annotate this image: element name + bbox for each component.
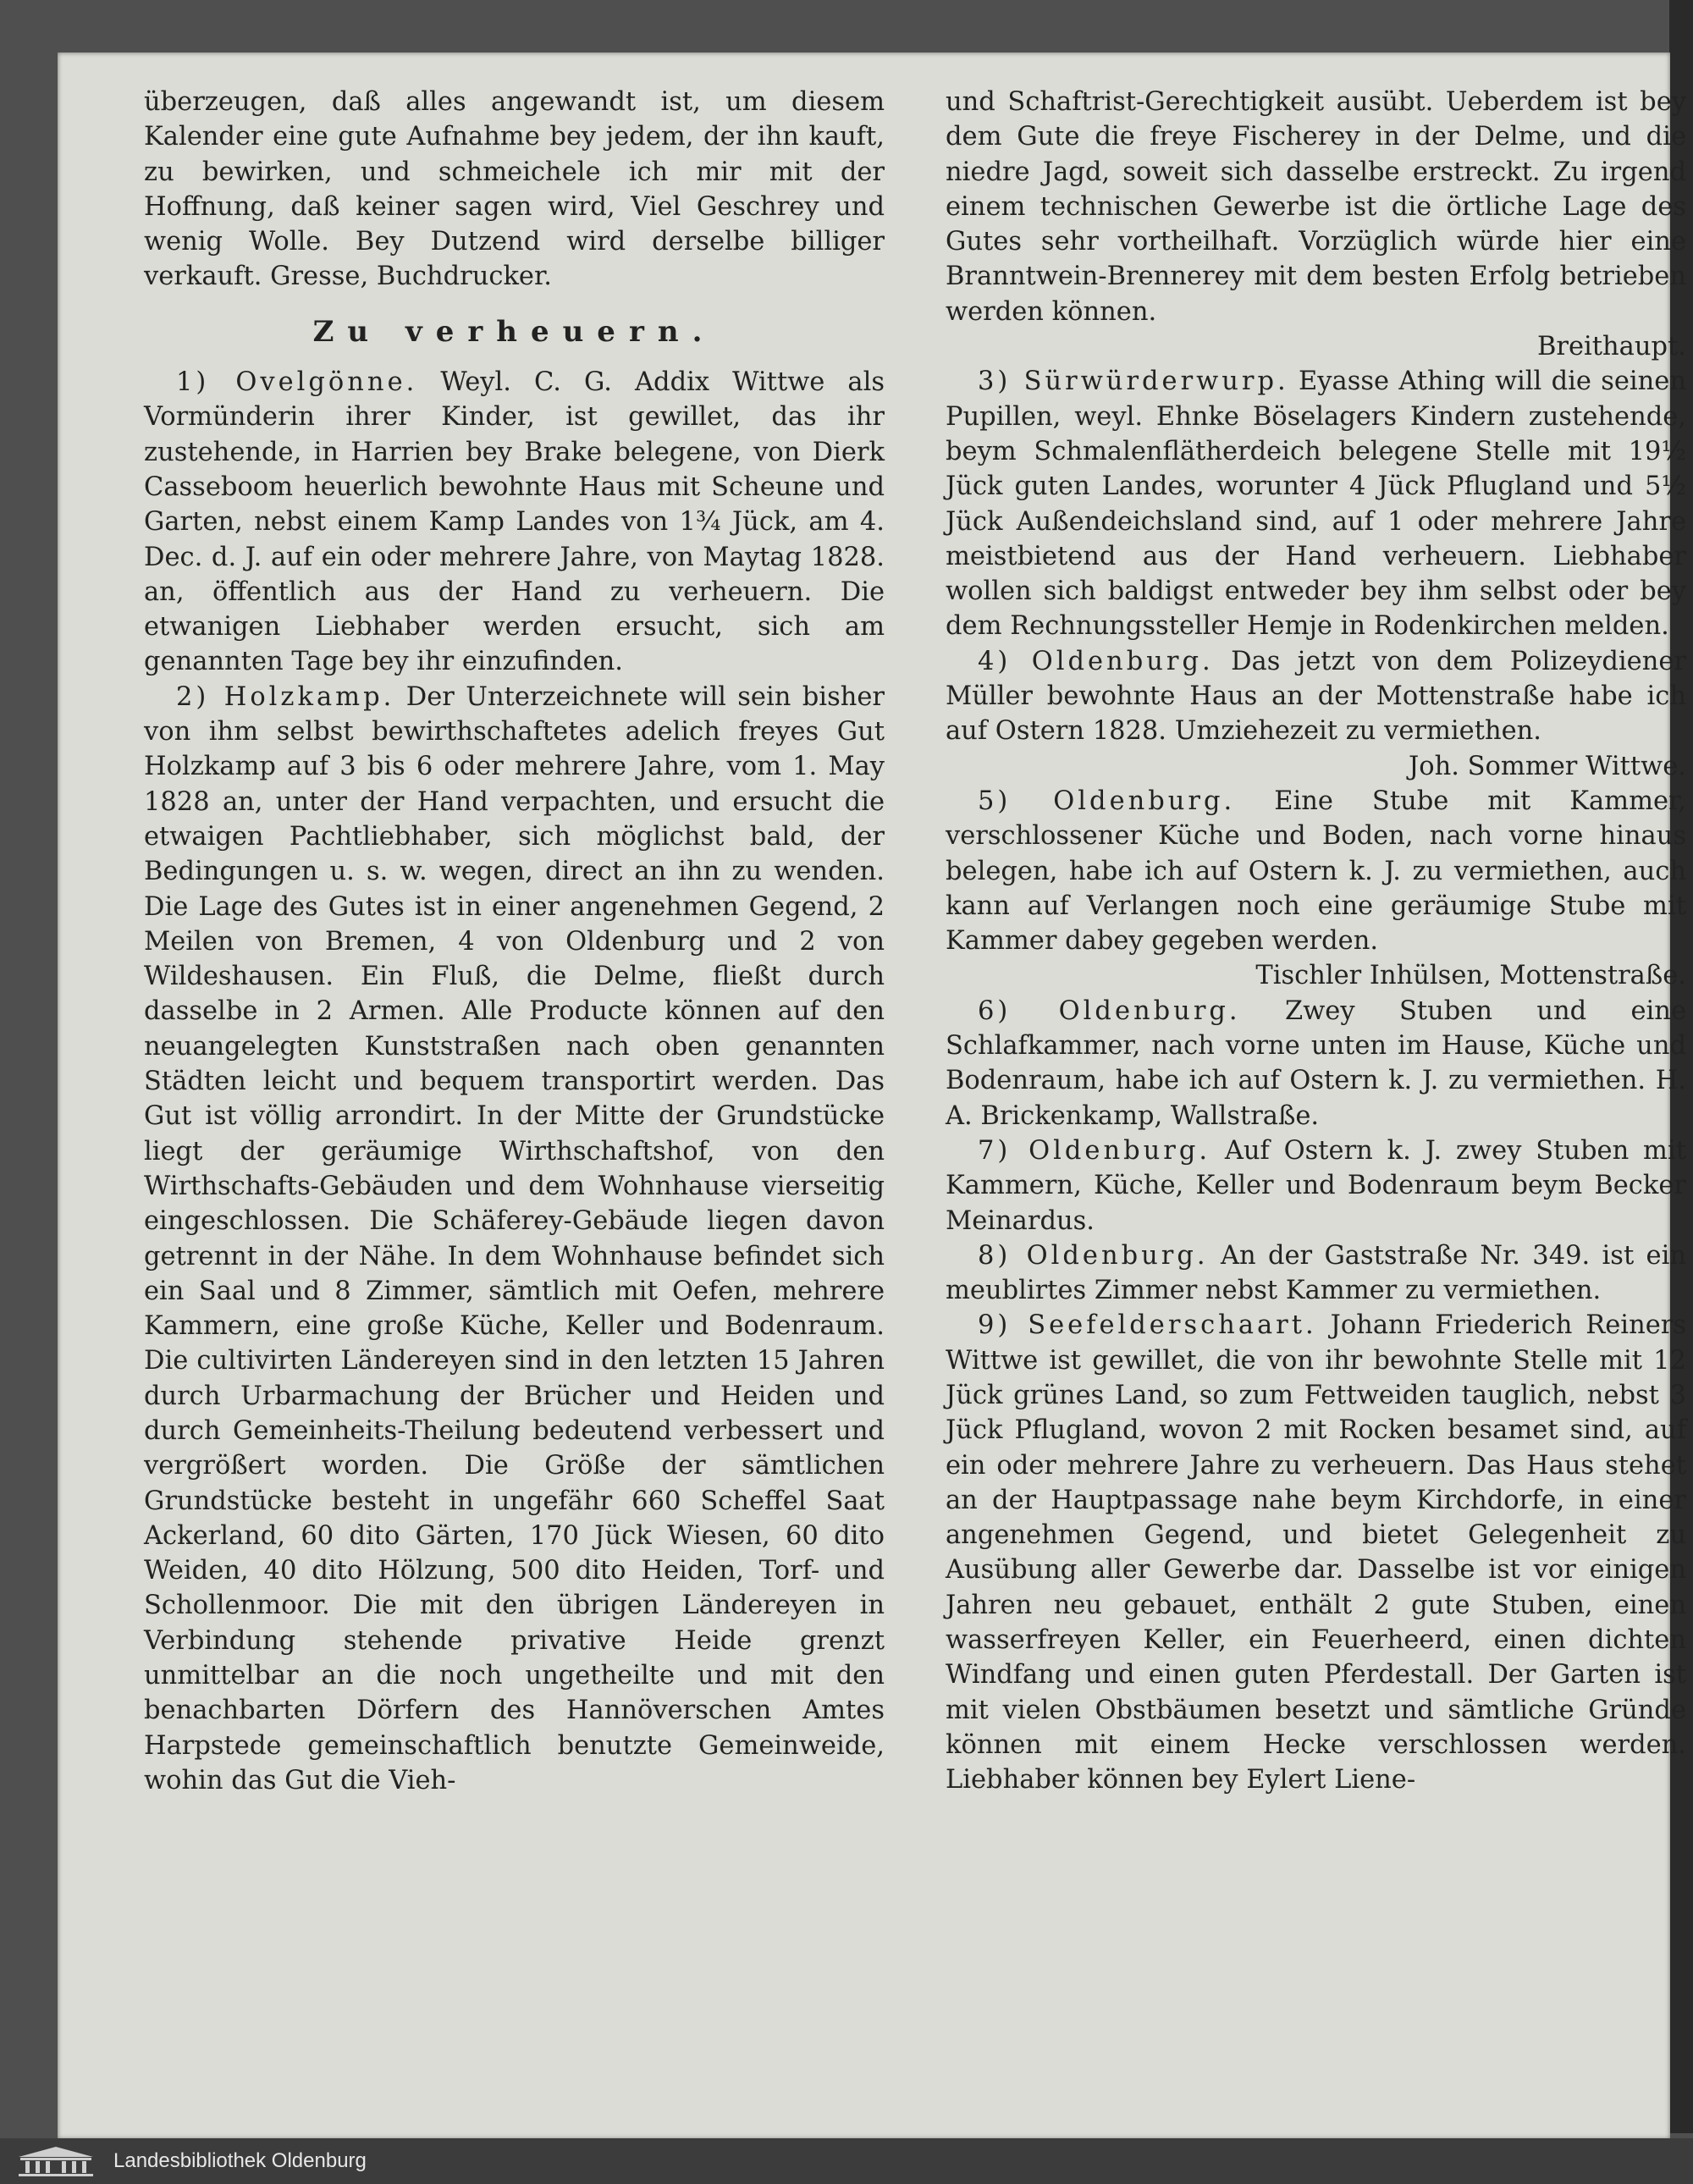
entry-2 (144, 680, 885, 1799)
entry-1-head: 1) Ovelgönne. (176, 367, 418, 398)
entry-7-text: Auf Ostern k. J. zwey Stuben mit Kammern, Küche, Keller und Bodenraum beym Becker Meinardus. (946, 1135, 1686, 1236)
entry-4-signature: Joh. Sommer Wittwe. (1409, 751, 1686, 781)
library-footer-bar (0, 2138, 1693, 2184)
left-column (144, 85, 885, 1798)
entry-4 (946, 644, 1686, 749)
entry-2-signature: Breithaupt. (1536, 332, 1686, 362)
entry-5 (946, 784, 1686, 958)
entry-5-head: 5) Oldenburg. (978, 786, 1236, 816)
entry-2-head: 2) Holzkamp. (176, 681, 395, 712)
entry-4-head: 4) Oldenburg. (978, 646, 1214, 676)
entry-1-text: Weyl. C. G. Addix Wittwe als Vormünderin ihrer Kinder, ist gewillet, das ihr zustehende, in Harrien bey Brake belegene, von Dierk Casseboom heuerlich bewohnte Haus mit Scheune und Garten, nebst einem Kamp Landes von 1¾ Jück, am 4. Dec. d. J. auf ein oder mehrere Jahre, von Maytag 1828. an, öffentlich aus der Hand zu verheuern. Die etwanigen Liebhaber werden ersucht, sich am genannten Tage bey ihr einzufinden. (144, 367, 885, 677)
entry-8-text: An der Gaststraße Nr. 349. ist ein meublirtes Zimmer nebst Kammer zu vermiethen. (946, 1240, 1686, 1306)
entry-7 (946, 1133, 1686, 1238)
entry-6 (946, 994, 1686, 1133)
library-name: Landesbibliothek Oldenburg (113, 2149, 367, 2172)
entry-4-text: Das jetzt von dem Polizeydiener Müller bewohnte Haus an der Mottenstraße habe ich auf Ostern 1828. Umziehezeit zu vermiethen. (946, 646, 1686, 747)
entry-8-head: 8) Oldenburg. (978, 1240, 1209, 1271)
section-heading: Zu verheuern. (312, 314, 716, 349)
entry-6-text: Zwey Stuben und eine Schlafkammer, nach vorne unten im Hause, Küche und Bodenraum, habe ich auf Ostern k. J. zu vermiethen. H. A. Brickenkamp, Wallstraße. (946, 995, 1686, 1131)
entry-7-head: 7) Oldenburg. (978, 1135, 1211, 1166)
entry-6-head: 6) Oldenburg. (978, 995, 1241, 1026)
entry-1 (144, 365, 885, 680)
entry-2-text: Der Unterzeichnete will sein bisher von ihm selbst bewirthschaftetes adelich freyes Gut Holzkamp auf 3 bis 6 oder mehrere Jahre, vom 1. May 1828 an, unter der Hand verpachten, und ersucht die etwaigen Pachtliebhaber, sich möglichst bald, der Bedingungen u. s. w. wegen, direct an ihn zu wenden. Die Lage des Gutes ist in einer angenehmen Gegend, 2 Meilen von Bremen, 4 von Oldenburg und 2 von Wildeshausen. Ein Fluß, die Delme, fließt durch dasselbe in 2 Armen. Alle Producte können auf den neuangelegten Kunststraßen nach oben genannten Städten leicht und bequem transportirt werden. Das Gut ist völlig arrondirt. In der Mitte der Grundstücke liegt der geräumige Wirthschaftshof, von den Wirthschafts-Gebäuden und dem Wohnhause vierseitig eingeschlossen. Die Schäferey-Gebäude liegen davon getrennt in der Nähe. In dem Wohnhause befindet sich ein Saal und 8 Zimmer, sämtlich mit Oefen, mehrere Kammern, eine große Küche, Keller und Bodenraum. Die cultivirten Ländereyen sind in den letzten 15 Jahren durch Urbarmachung der Brücher und Heiden und durch Gemeinheits-Theilung bedeutend verbessert und vergrößert worden. Die Größe der sämtlichen Grundstücke besteht in ungefähr 660 Scheffel Saat Ackerland, 60 dito Gärten, 170 Jück Wiesen, 60 dito Weiden, 40 dito Hölzung, 500 dito Heiden, Torf- und Schollenmoor. Die mit den übrigen Ländereyen in Verbindung stehende privative Heide grenzt unmittelbar an die noch ungetheilte und mit den benachbarten Dörfern des Hannöverschen Amtes Harpstede gemeinschaftlich benutzte Gemeinweide, wohin das Gut die Vieh- (144, 681, 885, 1795)
entry-5-text: Eine Stube mit Kammer, verschlossener Küche und Boden, nach vorne hinaus belegen, habe ich auf Ostern k. J. zu vermiethen, auch kann auf Verlangen noch eine geräumige Stube mit Kammer dabey gegeben werden. (946, 786, 1686, 957)
entry-5-signature: Tischler Inhülsen, Mottenstraße. (1255, 961, 1686, 991)
entry-8 (946, 1238, 1686, 1309)
entry-9 (946, 1308, 1686, 1797)
library-building-icon (14, 2145, 98, 2177)
entry-2-continued: und Schaftrist-Gerechtigkeit ausübt. Ueberdem ist bey dem Gute die freye Fischerey in der Delme, und die niedre Jagd, soweit sich dasselbe erstreckt. Zu irgend einem technischen Gewerbe ist die örtliche Lage des Gutes sehr vortheilhaft. Vorzüglich würde hier eine Branntwein-Brennerey mit dem besten Erfolg betrieben werden können. (946, 87, 1686, 327)
entry-9-head: 9) Seefelderschaart. (978, 1310, 1317, 1341)
entry-3-text: Eyasse Athing will die seinen Pupillen, weyl. Ehnke Böselagers Kindern zustehende, beym Schmalenflätherdeich belegene Stelle mit 19½ Jück guten Landes, worunter 4 Jück Pflugland und 5½ Jück Außendeichsland sind, auf 1 oder mehrere Jahre meistbietend aus der Hand verheuern. Liebhaber wollen sich baldigst entweder bey ihm selbst oder bey dem Rechnungssteller Hemje in Rodenkirchen melden. (946, 367, 1686, 642)
entry-3-head: 3) Sürwürderwurp. (978, 367, 1289, 397)
intro-paragraph: überzeugen, daß alles angewandt ist, um diesem Kalender eine gute Aufnahme bey jedem, der ihn kauft, zu bewirken, und schmeichele ich mir mit der Hoffnung, daß keiner sagen wird, Viel Geschrey und wenig Wolle. Bey Dutzend wird derselbe billiger verkauft. Gresse, Buchdrucker. (144, 87, 885, 292)
entry-9-text: Johann Friederich Reiners Wittwe ist gewillet, die von ihr bewohnte Stelle mit 12 Jück grünes Land, so zum Fettweiden tauglich, nebst 3 Jück Pflugland, wovon 2 mit Rocken besamet sind, auf ein oder mehrere Jahre zu verheuern. Das Haus stehet an der Hauptpassage nahe beym Kirchdorfe, in einer angenehmen Gegend, und bietet Gelegenheit zu Ausübung aller Gewerbe dar. Dasselbe ist vor einigen Jahren neu gebauet, enthält 2 gute Stuben, einen wasserfreyen Keller, ein Feuerheerd, einen dichten Windfang und einen guten Pferdestall. Der Garten ist mit vielen Obstbäumen besetzt und sämtliche Gründe können mit einem Hecke verschlossen werden. Liebhaber können bey Eylert Liene- (946, 1310, 1686, 1795)
entry-3 (946, 364, 1686, 643)
right-column (946, 85, 1686, 1798)
